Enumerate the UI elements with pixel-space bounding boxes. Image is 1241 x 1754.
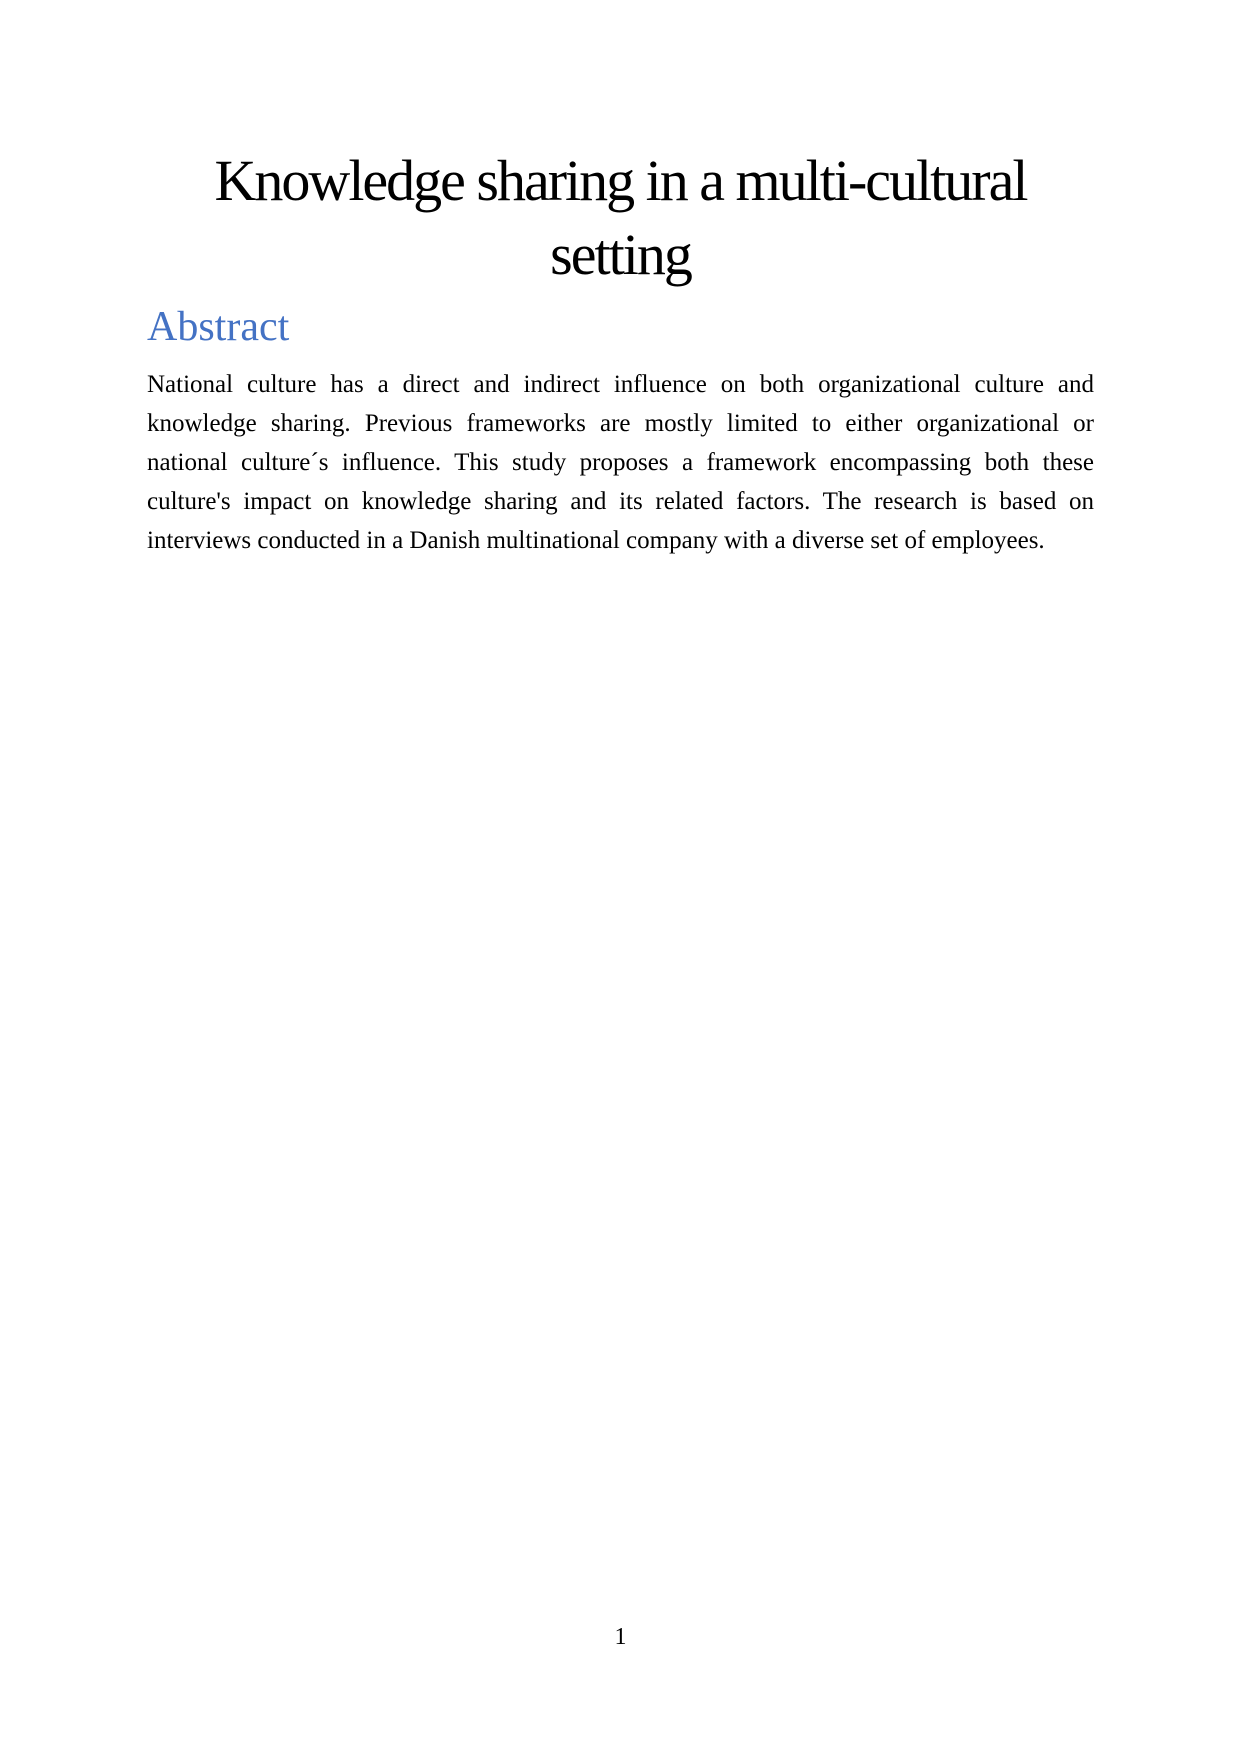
document-title [147,0,1094,292]
page-footer [0,1622,1241,1652]
abstract-paragraph: National culture has a direct and indirect influence on both organizational culture and knowledge sharing. Previous frameworks are mostly limited to either organizational or national culture´s influence. This study proposes a framework encompassing both these culture's impact on knowledge sharing and its related factors. The research is based on interviews conducted in a Danish multinational company with a diverse set of employees. [147,371,1094,554]
document-title-line-1: Knowledge sharing in a multi-cultural [214,148,1027,213]
document-title-line-2: setting [550,222,691,287]
abstract-heading: Abstract [147,304,290,350]
page-content [0,0,1241,560]
page-number: 1 [614,1624,627,1650]
